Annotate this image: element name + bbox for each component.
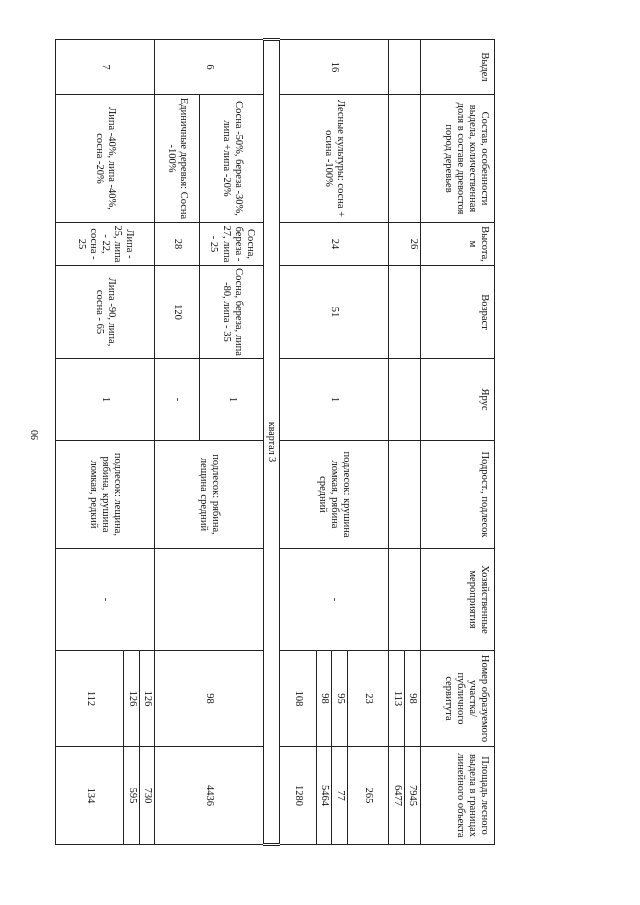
row7-nomer-a: 126 bbox=[139, 651, 155, 747]
page-number: 90 bbox=[30, 430, 41, 440]
row16-ploshchad-1: 265 bbox=[348, 747, 389, 845]
header-meropriyatiya: Хозяйственные мероприятия bbox=[420, 549, 494, 651]
row7-age: Липа -90, липа, сосна - 65 bbox=[56, 266, 156, 359]
header-age: Возраст bbox=[420, 266, 494, 359]
row16-podrost: подлесок: крушина ломкая, рябина средний bbox=[279, 441, 389, 549]
forest-stand-table bbox=[55, 38, 495, 846]
cont-age bbox=[389, 266, 420, 359]
cont-ploshchad-b: 6477 bbox=[389, 747, 405, 845]
row6-vydel: 6 bbox=[155, 40, 264, 95]
row16-ploshchad-3: 5464 bbox=[316, 747, 332, 845]
row7-podrost: подлесок: лещина, рябина, крушина ломкая, редкий bbox=[56, 441, 156, 549]
row6-yarus-b: - bbox=[155, 359, 199, 441]
row16-nomer-1: 23 bbox=[348, 651, 389, 747]
cont-sostav bbox=[389, 95, 420, 223]
table-row bbox=[348, 40, 389, 845]
cont-nomer-a: 98 bbox=[404, 651, 420, 747]
row7-vydel: 7 bbox=[56, 40, 156, 95]
row6-age-b: 120 bbox=[155, 266, 199, 359]
row6-podrost: подлесок: рябина, лещина средний bbox=[155, 441, 264, 549]
row16-age: 51 bbox=[279, 266, 389, 359]
row6-nomer: 98 bbox=[155, 651, 264, 747]
header-yarus: Ярус bbox=[420, 359, 494, 441]
row6-meropriyatiya bbox=[155, 549, 264, 651]
header-podrost: Подрост., подлесок bbox=[420, 441, 494, 549]
row7-sostav: Липа -40%, липа -40%, сосна -20% bbox=[56, 95, 156, 223]
row16-yarus: 1 bbox=[279, 359, 389, 441]
row7-nomer-b: 126 bbox=[124, 651, 140, 747]
row6-sostav-b: Единичные деревья: Сосна -100% bbox=[155, 95, 199, 223]
cont-yarus bbox=[389, 359, 420, 441]
row6-height-a: Сосна, береза - 27, липа - 25 bbox=[199, 223, 263, 266]
row6-yarus-a: 1 bbox=[199, 359, 263, 441]
rotated-table-wrapper bbox=[55, 38, 495, 843]
row16-ploshchad-4: 1280 bbox=[279, 747, 316, 845]
row6-age-a: Сосна, береза, липа -80, липа - 35 bbox=[199, 266, 263, 359]
quarter-label: квартал 3 bbox=[264, 40, 280, 845]
quarter-separator-row bbox=[264, 40, 280, 845]
cont-meropriyatiya bbox=[389, 549, 420, 651]
row6-height-b: 28 bbox=[155, 223, 199, 266]
cont-podrost bbox=[389, 441, 420, 549]
header-vydel: Выдел bbox=[420, 40, 494, 95]
row16-nomer-3: 98 bbox=[316, 651, 332, 747]
table-header-row bbox=[420, 40, 494, 845]
table-row bbox=[139, 40, 155, 845]
header-height: Высота, м bbox=[420, 223, 494, 266]
row6-sostav-a: Сосна -50%, береза -30%, липа +липа -20% bbox=[199, 95, 263, 223]
cont-nomer-b: 113 bbox=[389, 651, 405, 747]
row16-ploshchad-2: 77 bbox=[332, 747, 348, 845]
row7-ploshchad-a: 730 bbox=[139, 747, 155, 845]
row16-meropriyatiya: - bbox=[279, 549, 389, 651]
row16-height: 24 bbox=[279, 223, 389, 266]
row16-nomer-2: 95 bbox=[332, 651, 348, 747]
header-nomer: Номер образуемого участка/ публичного сервитута bbox=[420, 651, 494, 747]
table-row bbox=[199, 40, 263, 845]
header-ploshchad: Площадь лесного выдела в границах линейного объекта bbox=[420, 747, 494, 845]
row16-vydel: 16 bbox=[279, 40, 389, 95]
row16-nomer-4: 108 bbox=[279, 651, 316, 747]
cont-height: 26 bbox=[389, 223, 420, 266]
row6-ploshchad: 4436 bbox=[155, 747, 264, 845]
header-sostav: Состав, особенности выдела, количественная доля в составе древостоя пород деревьев bbox=[420, 95, 494, 223]
cont-vydel bbox=[389, 40, 420, 95]
row7-height: Липа - 25, липа - 22, сосна - 25 bbox=[56, 223, 156, 266]
cont-ploshchad-a: 7945 bbox=[404, 747, 420, 845]
table-row bbox=[404, 40, 420, 845]
row16-sostav: Лесные культуры: сосна + осина -100% bbox=[279, 95, 389, 223]
row7-ploshchad-b: 595 bbox=[124, 747, 140, 845]
row7-yarus: 1 bbox=[56, 359, 156, 441]
row7-nomer-c: 112 bbox=[56, 651, 124, 747]
row7-meropriyatiya: - bbox=[56, 549, 156, 651]
row7-ploshchad-c: 134 bbox=[56, 747, 124, 845]
